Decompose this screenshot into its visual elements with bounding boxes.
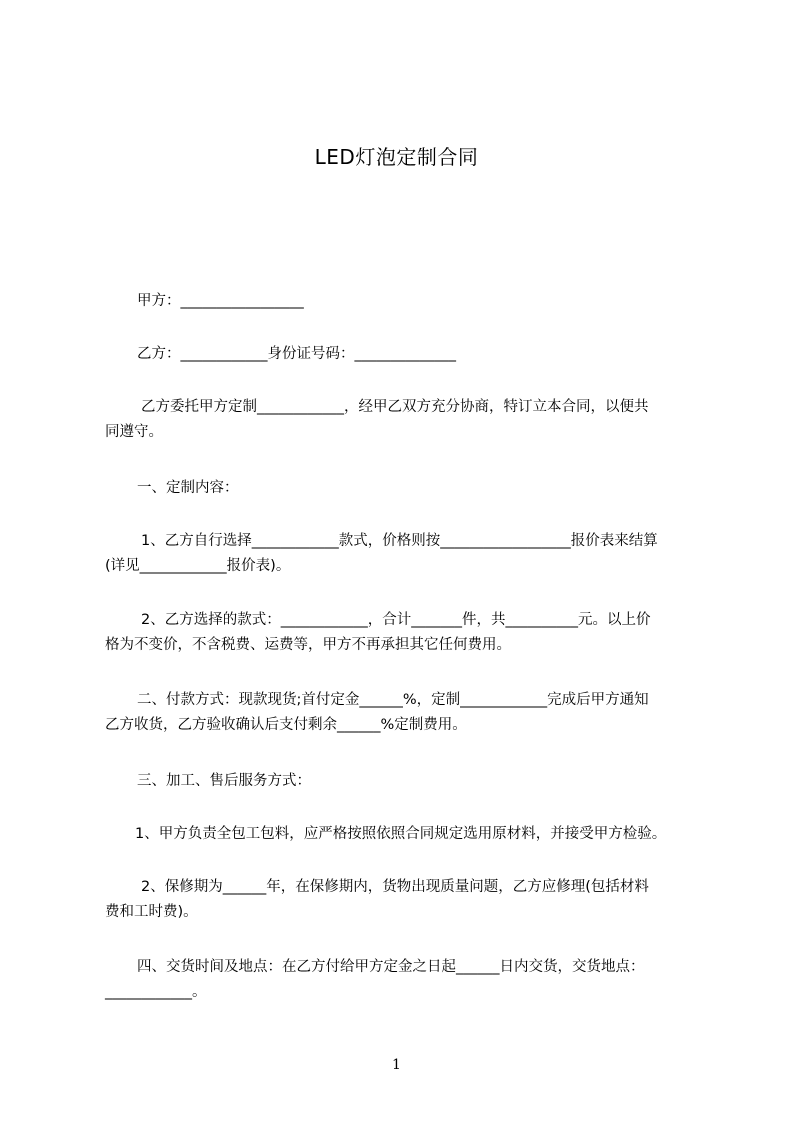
section-2-line-1: 二、付款方式：现款现货;首付定金______%，定制____________完成后甲方通知 (137, 692, 649, 708)
section-1-heading-text: 一、定制内容： (137, 480, 239, 496)
section-4-paragraph (105, 955, 715, 1005)
item-1-2-paragraph (105, 608, 715, 658)
section-3-heading-text: 三、加工、售后服务方式： (137, 773, 311, 789)
preamble-line-2: 同遵守。 (105, 424, 163, 440)
item-1-1-line-2: (详见____________报价表)。 (105, 558, 291, 574)
section-2-line-2: 乙方收货，乙方验收确认后支付剩余______%定制费用。 (105, 717, 467, 733)
preamble-paragraph (105, 395, 715, 445)
party-b-line (105, 342, 715, 367)
party-a-line (105, 289, 715, 314)
item-1-2-line-1: 2、乙方选择的款式：____________，合计_______件，共__________元。以上价 (141, 612, 651, 628)
party-b-text: 乙方：____________身份证号码：______________ (137, 346, 456, 362)
section-4-line-2: ____________。 (105, 984, 207, 1000)
party-a-text: 甲方：_________________ (137, 293, 304, 309)
item-3-2-line-2: 费和工时费)。 (105, 904, 198, 920)
section-1-heading (105, 476, 715, 501)
item-1-1-line-1: 1、乙方自行选择____________款式，价格则按__________________报价表来结算 (141, 533, 658, 549)
item-1-1-paragraph (105, 529, 715, 579)
item-1-2-line-2: 格为不变价，不含税费、运费等，甲方不再承担其它任何费用。 (105, 637, 511, 653)
item-3-1-paragraph (105, 822, 715, 847)
document-title: LED灯泡定制合同 (314, 145, 479, 169)
page-number: 1 (392, 1057, 401, 1073)
section-2-paragraph (105, 688, 715, 738)
section-4-line-1: 四、交货时间及地点：在乙方付给甲方定金之日起______日内交货，交货地点： (137, 959, 645, 975)
section-3-heading (105, 769, 715, 794)
item-3-2-paragraph (105, 875, 715, 925)
item-3-2-line-1: 2、保修期为______年，在保修期内，货物出现质量问题，乙方应修理(包括材料 (141, 879, 649, 895)
item-3-1-text: 1、甲方负责全包工包料，应严格按照依照合同规定选用原材料，并接受甲方检验。 (135, 826, 667, 842)
preamble-line-1: 乙方委托甲方定制____________，经甲乙双方充分协商，特订立本合同，以便共 (141, 399, 649, 415)
